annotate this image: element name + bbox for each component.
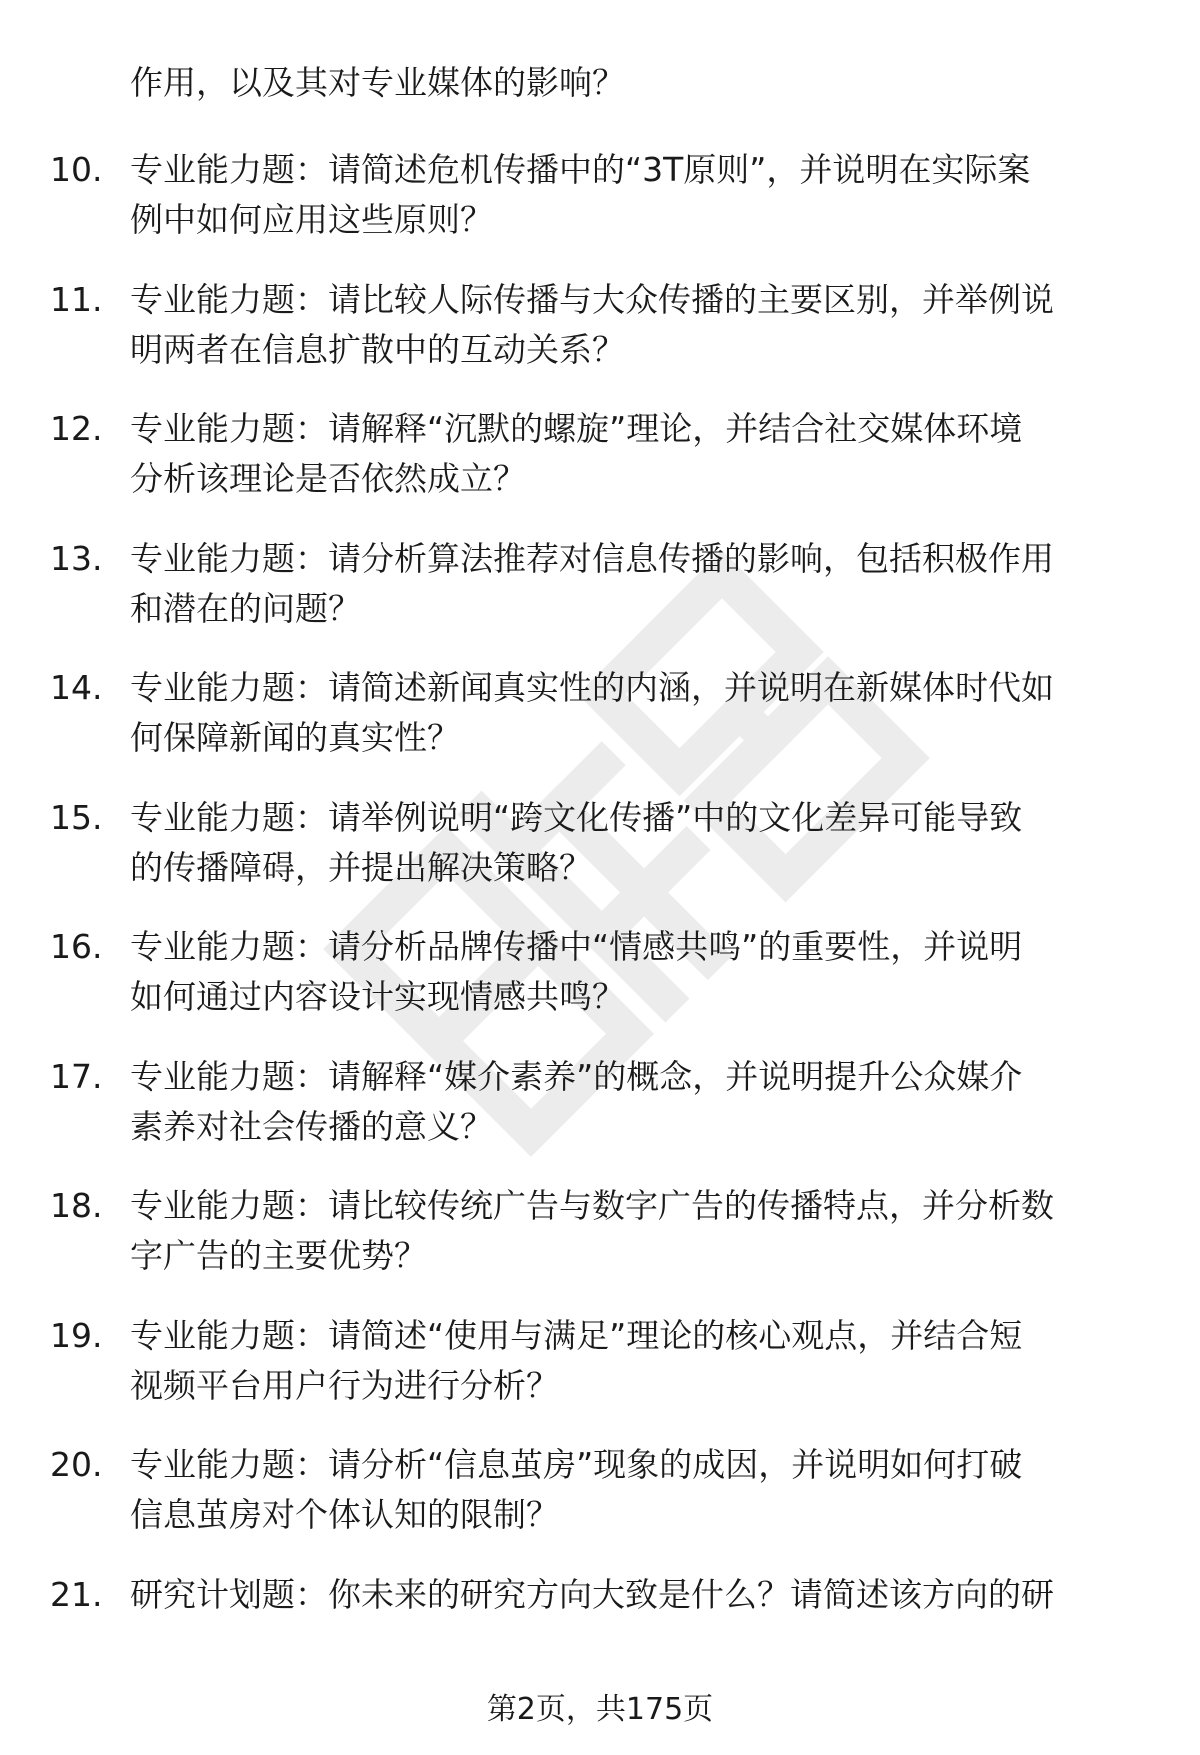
question-text-line: 视频平台用户行为进行分析？ xyxy=(130,1365,559,1405)
question-text xyxy=(130,404,1140,504)
question-text-line: 专业能力题：请解释“沉默的螺旋”理论，并结合社交媒体环境 xyxy=(130,409,1023,448)
question-text xyxy=(130,1052,1140,1152)
question-number: 14. xyxy=(50,668,103,707)
question-text xyxy=(130,1181,1140,1281)
question-number: 10. xyxy=(50,150,103,189)
question-text-line: 素养对社会传播的意义？ xyxy=(130,1106,493,1146)
question-text-line: 何保障新闻的真实性？ xyxy=(130,718,460,757)
question-text-line: 的传播障碍，并提出解决策略？ xyxy=(130,847,592,887)
question-text-line: 专业能力题：请比较人际传播与大众传播的主要区别，并举例说 xyxy=(130,279,1054,319)
question-item xyxy=(0,275,1200,375)
question-item xyxy=(0,145,1200,245)
question-text-line: 如何通过内容设计实现情感共鸣？ xyxy=(130,977,625,1016)
question-text-line: 研究计划题：你未来的研究方向大致是什么？请简述该方向的研 xyxy=(130,1574,1054,1614)
question-number: 17. xyxy=(50,1056,103,1096)
question-text-line: 专业能力题：请分析算法推荐对信息传播的影响，包括积极作用 xyxy=(130,538,1054,578)
question-text xyxy=(130,793,1140,893)
question-number: 21. xyxy=(50,1574,103,1614)
question-text xyxy=(130,1570,1140,1620)
question-text-line: 例中如何应用这些原则？ xyxy=(130,200,493,239)
question-number: 20. xyxy=(50,1445,103,1484)
question-text-line: 和潜在的问题？ xyxy=(130,588,361,628)
question-item xyxy=(0,404,1200,504)
question-text-line: 专业能力题：请比较传统广告与数字广告的传播特点，并分析数 xyxy=(130,1186,1054,1225)
question-text xyxy=(130,534,1140,634)
question-text xyxy=(130,1440,1140,1540)
question-text-line: 明两者在信息扩散中的互动关系？ xyxy=(130,329,625,369)
question-text xyxy=(130,145,1140,245)
question-text xyxy=(130,1311,1140,1411)
continuation-text: 作用，以及其对专业媒体的影响？ xyxy=(130,63,625,102)
question-item xyxy=(0,1570,1200,1670)
question-number: 18. xyxy=(50,1186,103,1225)
page-footer: 第2页，共175页 xyxy=(486,1692,714,1727)
question-text-line: 专业能力题：请简述新闻真实性的内涵，并说明在新媒体时代如 xyxy=(130,668,1054,707)
question-item xyxy=(0,534,1200,634)
question-number: 13. xyxy=(50,538,103,578)
question-number: 19. xyxy=(50,1315,103,1355)
question-item xyxy=(0,793,1200,893)
question-text-line: 专业能力题：请简述“使用与满足”理论的核心观点，并结合短 xyxy=(130,1315,1023,1355)
question-number: 12. xyxy=(50,409,103,448)
question-text xyxy=(130,275,1140,375)
question-item xyxy=(0,1440,1200,1540)
question-item xyxy=(0,922,1200,1022)
question-text xyxy=(130,922,1140,1022)
question-item xyxy=(0,663,1200,763)
question-number: 16. xyxy=(50,927,103,966)
question-item xyxy=(0,1311,1200,1411)
question-text-line: 专业能力题：请分析品牌传播中“情感共鸣”的重要性，并说明 xyxy=(130,927,1023,966)
question-number: 15. xyxy=(50,797,103,837)
question-text-line: 字广告的主要优势？ xyxy=(130,1236,427,1275)
question-text-line: 专业能力题：请分析“信息茧房”现象的成因，并说明如何打破 xyxy=(130,1445,1023,1484)
question-item xyxy=(0,1052,1200,1152)
question-text-line: 信息茧房对个体认知的限制？ xyxy=(130,1495,559,1534)
question-text-line: 专业能力题：请简述危机传播中的“3T原则”，并说明在实际案 xyxy=(130,150,1031,189)
question-text-line: 专业能力题：请解释“媒介素养”的概念，并说明提升公众媒介 xyxy=(130,1056,1023,1096)
question-text-line: 专业能力题：请举例说明“跨文化传播”中的文化差异可能导致 xyxy=(130,797,1023,837)
question-list xyxy=(0,145,1200,1699)
question-text xyxy=(130,663,1140,763)
question-item xyxy=(0,1181,1200,1281)
question-text-line: 分析该理论是否依然成立？ xyxy=(130,459,526,498)
question-number: 11. xyxy=(50,279,103,319)
